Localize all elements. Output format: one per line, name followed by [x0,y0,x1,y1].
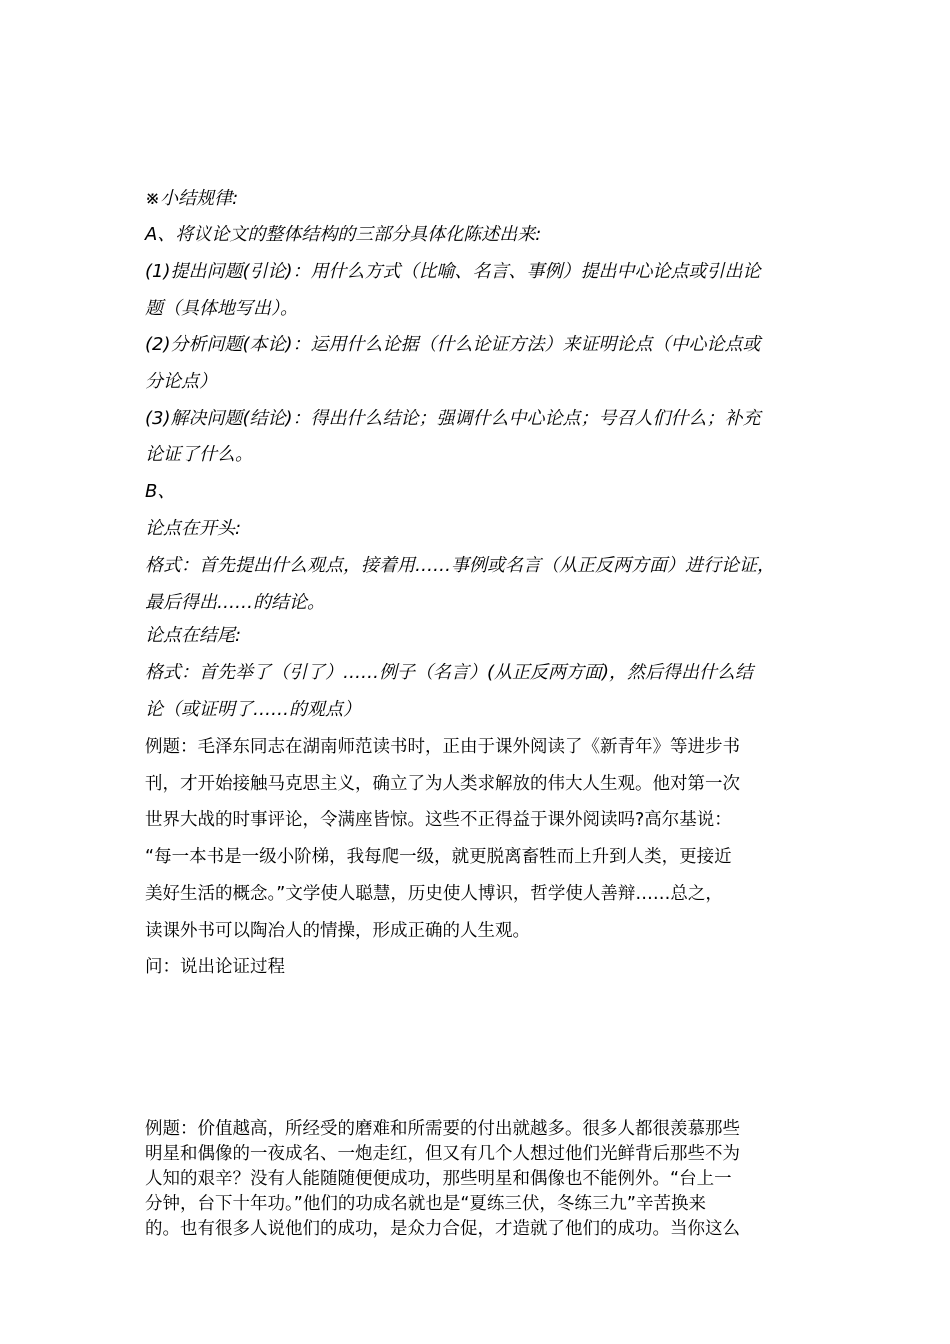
summary-section [145,186,817,616]
example-1-question: 问：说出论证过程 [145,957,285,977]
part-a-heading: A、将议论文的整体结构的三部分具体化陈述出来: [145,224,542,245]
example-1-line-3: 世界大战的时事评论，令满座皆惊。这些不正得益于课外阅读吗?高尔基说： [145,810,732,830]
example-1-line-4: “每一本书是一级小阶梯，我每爬一级，就更脱离畜牲而上升到人类，更接近 [145,847,732,867]
item-2-line-2: 分论点） [145,371,217,392]
example-1-line-2: 刊，才开始接触马克思主义，确立了为人类求解放的伟大人生观。他对第一次 [145,774,740,794]
example-1-line-1: 例题：毛泽东同志在湖南师范读书时，正由于课外阅读了《新青年》等进步书 [145,737,740,757]
summary-heading: ※小结规律: [145,188,239,209]
end-section [145,623,817,733]
example-2-line-3: 人知的艰辛？没有人能随随便便成功，那些明星和偶像也不能例外。“台上一 [145,1169,732,1189]
example-2 [145,1117,817,1247]
end-format-line-1: 格式：首先举了（引了）……例子（名言）(从正反两方面)，然后得出什么结 [145,662,754,683]
part-b-heading: B、 [145,481,176,502]
example-2-line-5: 的。也有很多人说他们的成功，是众力合促，才造就了他们的成功。当你这么 [145,1219,740,1239]
begin-format-line-1: 格式：首先提出什么观点，接着用……事例或名言（从正反两方面）进行论证， [145,555,775,576]
item-3-line-1: (3)解决问题(结论)：得出什么结论；强调什么中心论点；号召人们什么；补充 [145,408,761,429]
item-1-line-1: (1)提出问题(引论)：用什么方式（比喻、名言、事例）提出中心论点或引出论 [145,261,761,282]
end-format-line-2: 论（或证明了……的观点） [145,699,361,720]
example-2-line-1: 例题：价值越高，所经受的磨难和所需要的付出就越多。很多人都很羡慕那些 [145,1119,740,1139]
example-1-line-5: 美好生活的概念。”文学使人聪慧，历史使人博识，哲学使人善辩……总之， [145,884,723,904]
item-1-line-2: 题（具体地写出）。 [145,298,298,319]
item-2-line-1: (2)分析问题(本论)：运用什么论据（什么论证方法）来证明论点（中心论点或 [145,334,761,355]
example-1-line-6: 读课外书可以陶冶人的情操，形成正确的人生观。 [145,921,530,941]
begin-heading: 论点在开头: [145,518,242,539]
end-heading: 论点在结尾: [145,625,242,646]
example-2-line-4: 分钟，台下十年功。”他们的功成名就也是“夏练三伏，冬练三九”辛苦换来 [145,1194,706,1214]
begin-format-line-2: 最后得出……的结论。 [145,592,325,613]
example-2-line-2: 明星和偶像的一夜成名、一炮走红，但又有几个人想过他们光鲜背后那些不为 [145,1144,740,1164]
item-3-line-2: 论证了什么。 [145,444,253,465]
example-1 [145,734,817,994]
